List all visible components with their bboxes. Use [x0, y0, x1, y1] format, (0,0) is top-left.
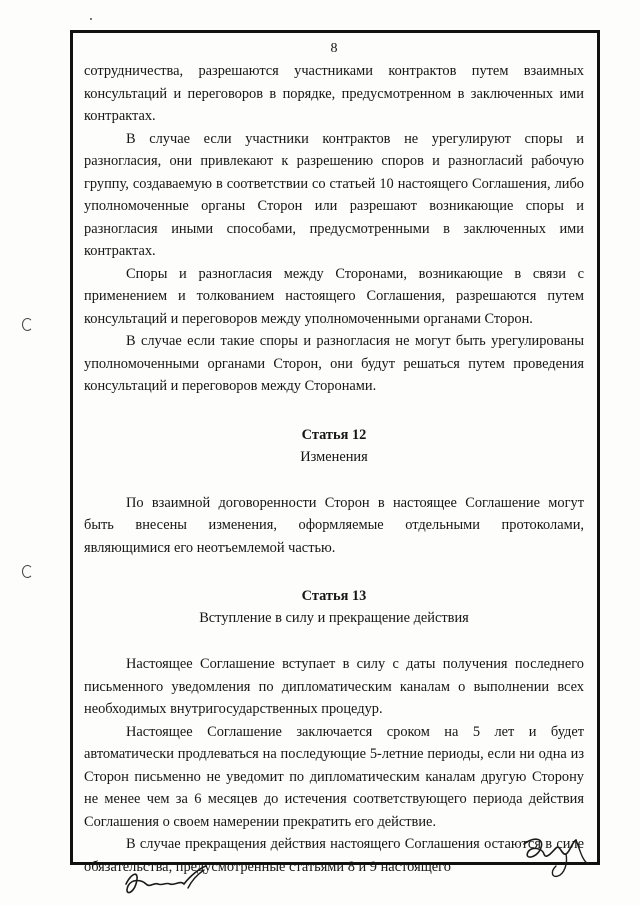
signature-right-icon [510, 830, 600, 880]
paragraph-dispute-unresolved: В случае если такие споры и разногласия не могут быть урегулированы уполномоченными органами Сторон, они будут решаться путем проведения консультаций и переговоров между Сторонами. [84, 333, 584, 394]
article-13-title: Вступление в силу и прекращение действия [199, 610, 469, 626]
signature-left-icon [118, 862, 218, 902]
article-13-paragraph-entry-into-force: Настоящее Соглашение вступает в силу с даты получения последнего письменного уведомления по дипломатическим каналам о выполнении всех необходимых внутригосударственных процедур. [84, 656, 584, 717]
article-12-title: Изменения [300, 448, 368, 465]
article-12-number: Статья 12 [301, 426, 367, 443]
article-12-paragraph: По взаимной договоренности Сторон в настоящее Соглашение могут быть внесены изменения, оформляемые отдельными протоколами, являющимися его неотъемлемой частью. [84, 494, 584, 556]
paragraph-dispute-participants: В случае если участники контрактов не урегулируют споры и разногласия, они привлекают к разрешению споров и разногласий рабочую группу, создаваемую в соответствии со статьей 10 настоящего Соглашения, либо уполномоченные органы Сторон или разрешают возникающие споры и разногласия иными способами, предусмотренными в заключенных ими контрактах. [84, 130, 584, 259]
article-13-paragraph-term: Настоящее Соглашение заключается сроком на 5 лет и будет автоматически продлеваться на последующие 5-летние периоды, если ни одна из Сторон письменно не уведомит по дипломатическим каналам другую Сторону не менее чем за 6 месяцев до истечения соответствующего периода действия Соглашения о своем намерении прекратить его действие. [84, 723, 584, 830]
binder-hole-icon [22, 318, 33, 331]
article-13-number: Статья 13 [301, 588, 367, 604]
page-number: 8 [330, 41, 338, 56]
scan-speck [90, 18, 92, 20]
paragraph-dispute-parties: Споры и разногласия между Сторонами, возникающие в связи с применением и толкованием настоящего Соглашения, разрешаются путем консультаций и переговоров между уполномоченными органами Сторон. [84, 265, 584, 327]
paragraph-continuation: сотрудничества, разрешаются участниками контрактов путем взаимных консультаций и переговоров в порядке, предусмотренном в заключенных ими контрактах. [84, 63, 584, 124]
binder-hole-icon [22, 565, 33, 578]
page-content [84, 38, 584, 878]
article-13-paragraph-termination: В случае прекращения действия настоящего Соглашения остаются в силе обязательства, предусмотренные статьями 8 и 9 настоящего [84, 836, 584, 875]
